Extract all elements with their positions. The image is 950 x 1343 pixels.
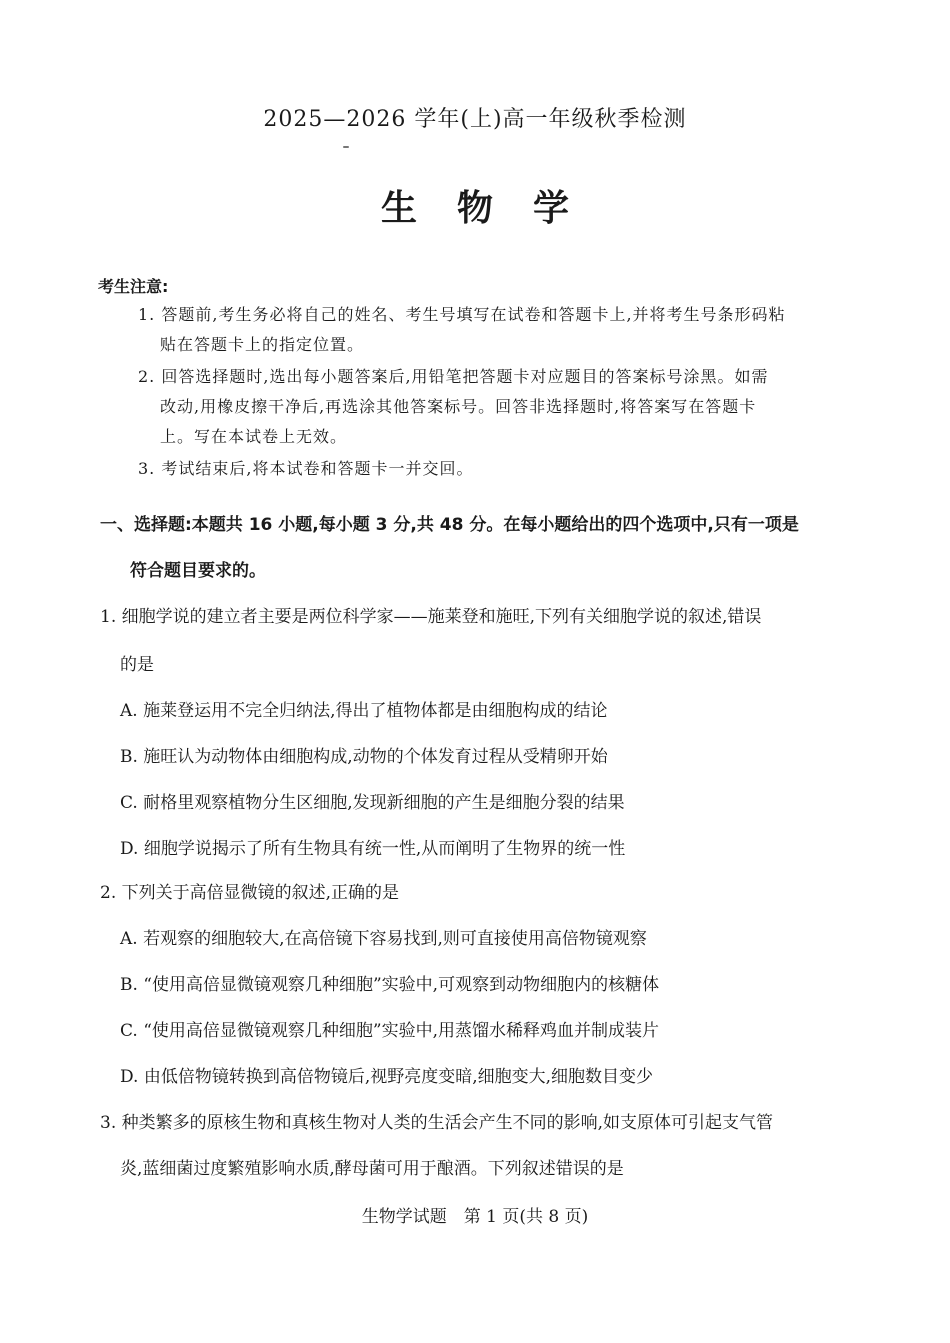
scan-speck	[343, 146, 349, 148]
notice-line: 贴在答题卡上的指定位置。	[160, 335, 365, 354]
notice-heading: 考生注意:	[98, 277, 169, 296]
notice-line: 1. 答题前,考生务必将自己的姓名、考生号填写在试卷和答题卡上,并将考生号条形码粘	[138, 305, 786, 324]
subject-title: 生物学	[380, 187, 609, 229]
question-stem: 1. 细胞学说的建立者主要是两位科学家——施莱登和施旺,下列有关细胞学说的叙述,错误	[100, 607, 762, 627]
option-c: C. 耐格里观察植物分生区细胞,发现新细胞的产生是细胞分裂的结果	[120, 793, 625, 813]
question-stem: 炎,蓝细菌过度繁殖影响水质,酵母菌可用于酿酒。下列叙述错误的是	[120, 1159, 624, 1179]
notice-line: 上。写在本试卷上无效。	[160, 427, 348, 446]
notice-line: 改动,用橡皮擦干净后,再选涂其他答案标号。回答非选择题时,将答案写在答题卡	[160, 397, 757, 416]
option-d: D. 由低倍物镜转换到高倍物镜后,视野亮度变暗,细胞变大,细胞数目变少	[120, 1067, 654, 1087]
option-b: B. 施旺认为动物体由细胞构成,动物的个体发育过程从受精卵开始	[120, 747, 608, 767]
option-a: A. 施莱登运用不完全归纳法,得出了植物体都是由细胞构成的结论	[120, 701, 608, 721]
option-c: C. “使用高倍显微镜观察几种细胞”实验中,用蒸馏水稀释鸡血并制成装片	[120, 1021, 659, 1041]
notice-line: 2. 回答选择题时,选出每小题答案后,用铅笔把答题卡对应题目的答案标号涂黑。如需	[138, 367, 769, 386]
section-heading-cont: 符合题目要求的。	[130, 561, 266, 581]
question-stem: 2. 下列关于高倍显微镜的叙述,正确的是	[100, 883, 400, 903]
option-b: B. “使用高倍显微镜观察几种细胞”实验中,可观察到动物细胞内的核糖体	[120, 975, 660, 995]
option-d: D. 细胞学说揭示了所有生物具有统一性,从而阐明了生物界的统一性	[120, 839, 626, 859]
exam-title: 2025—2026 学年(上)高一年级秋季检测	[263, 107, 687, 132]
page-footer: 生物学试题 第 1 页(共 8 页)	[361, 1207, 589, 1227]
option-a: A. 若观察的细胞较大,在高倍镜下容易找到,则可直接使用高倍物镜观察	[120, 929, 647, 949]
question-stem: 的是	[120, 655, 154, 675]
question-stem: 3. 种类繁多的原核生物和真核生物对人类的生活会产生不同的影响,如支原体可引起支气管	[100, 1113, 774, 1133]
notice-line: 3. 考试结束后,将本试卷和答题卡一并交回。	[138, 459, 474, 478]
section-heading: 一、选择题:本题共 16 小题,每小题 3 分,共 48 分。在每小题给出的四个选项中,只有一项是	[100, 515, 799, 535]
